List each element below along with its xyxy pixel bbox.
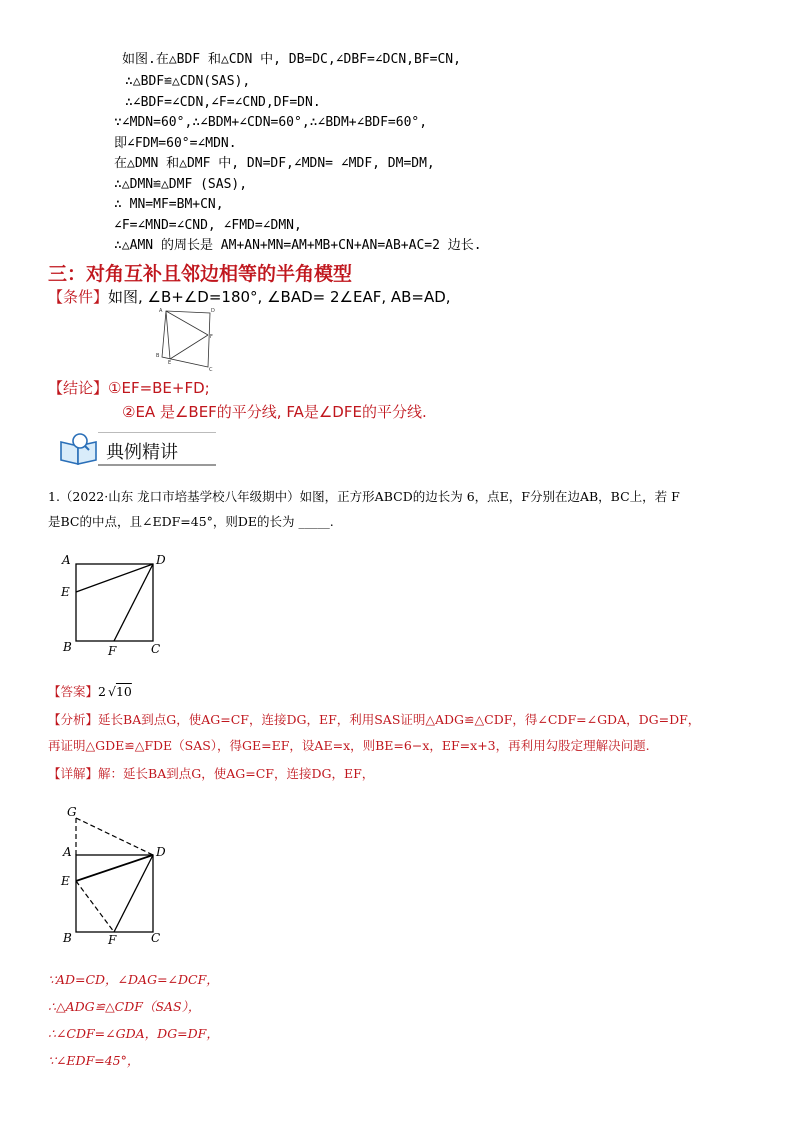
fig2-label-a: A — [63, 845, 72, 859]
problem-line-1: 1.（2022·山东 龙口市培基学校八年级期中）如图，正方形ABCD的边长为 6，点E，F分别在边AB，BC上，若 F — [48, 489, 680, 504]
answer-radicand: 10 — [115, 684, 132, 699]
proof-line: ∴∠BDF=∠CDN,∠F=∠CND,DF=DN. — [125, 95, 321, 110]
proof-line: ∴△AMN 的周长是 AM+AN+MN=AM+MB+CN+AN=AB+AC=2 边长. — [114, 238, 482, 253]
fig2-label-c: C — [151, 931, 161, 945]
analysis-label: 【分析】 — [48, 712, 99, 727]
header-underline — [98, 464, 216, 466]
step-line: ∴△ADG≌△CDF（SAS）， — [48, 999, 201, 1014]
sqrt-sign: √ — [107, 684, 116, 699]
section-title: 三：对角互补且邻边相等的半角模型 — [48, 263, 353, 285]
square-figure-2 — [58, 798, 178, 948]
step-line: ∵AD=CD，∠DAG=∠DCF， — [48, 972, 219, 987]
answer-line — [48, 682, 132, 700]
conclusion-item-1: ①EF=BE+FD; — [108, 379, 210, 397]
detail-line — [48, 764, 374, 782]
proof-line: 在△DMN 和△DMF 中, DN=DF,∠MDN= ∠MDF, DM=DM, — [114, 156, 435, 171]
fig1-label-f: F — [108, 644, 117, 658]
square-abcd — [76, 855, 153, 932]
fig1-label-d: D — [156, 553, 166, 567]
fig2-label-f: F — [108, 933, 117, 947]
proof-line: ∴△BDF≌△CDN(SAS), — [125, 74, 251, 89]
proof-line: ∴ MN=MF=BM+CN, — [114, 197, 224, 212]
proof-line: 如图.在△BDF 和△CDN 中, DB=DC,∠DBF=∠DCN,BF=CN, — [122, 52, 461, 67]
analysis-text-1: 延长BA到点G，使AG=CF，连接DG，EF，利用SAS证明△ADG≌△CDF，得∠CDF=∠GDA，DG=DF， — [98, 712, 701, 727]
small-label-a: A — [159, 308, 163, 314]
conclusion-line-1 — [48, 377, 210, 398]
segment-gd — [76, 818, 153, 855]
problem-line-2: 是BC的中点，且∠EDF=45°，则DE的长为 _____. — [48, 514, 334, 529]
fig1-label-e: E — [61, 585, 70, 599]
line-ef — [170, 335, 208, 359]
conclusion-line-2: ②EA 是∠BEF的平分线, FA是∠DFE的平分线. — [122, 403, 427, 421]
proof-line: ∴△DMN≌△DMF (SAS), — [114, 177, 248, 192]
detail-label: 【详解】 — [48, 766, 99, 781]
fig2-label-g: G — [67, 805, 77, 819]
answer-coef: 2 — [98, 684, 106, 699]
small-label-b: B — [156, 353, 160, 359]
small-label-f: F — [210, 334, 213, 340]
analysis-line-2: 再证明△GDE≌△FDE（SAS），得GE=EF，设AE=x，则BE=6−x，EF=x+3，再利用勾股定理解决问题. — [48, 738, 650, 753]
analysis-line-1 — [48, 710, 700, 728]
square-figure-1 — [58, 550, 178, 660]
fig2-label-e: E — [61, 874, 70, 888]
example-header-title: 典例精讲 — [106, 442, 178, 463]
proof-line: 即∠FDM=60°=∠MDN. — [114, 136, 237, 151]
answer-label: 【答案】 — [48, 684, 99, 699]
fig1-label-c: C — [151, 642, 161, 656]
condition-text: 如图, ∠B+∠D=180°, ∠BAD= 2∠EAF, AB=AD, — [108, 288, 451, 306]
fig2-label-d: D — [156, 845, 166, 859]
book-icon — [58, 432, 100, 466]
header-overline — [98, 432, 216, 433]
step-line: ∴∠CDF=∠GDA，DG=DF， — [48, 1026, 219, 1041]
fig1-label-a: A — [62, 553, 71, 567]
quad-outline — [162, 311, 210, 367]
example-header — [58, 430, 218, 470]
condition-label: 【条件】 — [48, 288, 109, 306]
conclusion-label: 【结论】 — [48, 379, 109, 397]
fig1-label-b: B — [63, 640, 72, 654]
proof-line: ∠F=∠MND=∠CND, ∠FMD=∠DMN, — [114, 218, 302, 233]
half-angle-figure — [154, 305, 220, 373]
line-af — [166, 311, 208, 335]
square-abcd — [76, 564, 153, 641]
small-label-d: D — [211, 308, 215, 314]
line-ae — [166, 311, 170, 359]
small-label-e: E — [168, 360, 172, 366]
detail-text: 解：延长BA到点G，使AG=CF，连接DG，EF， — [98, 766, 375, 781]
proof-line: ∵∠MDN=60°,∴∠BDM+∠CDN=60°,∴∠BDM+∠BDF=60°, — [114, 115, 428, 130]
fig2-label-b: B — [63, 931, 72, 945]
small-label-c: C — [209, 367, 213, 373]
step-line: ∵∠EDF=45°， — [48, 1053, 140, 1068]
condition-line — [48, 286, 451, 307]
segment-ef — [76, 881, 114, 932]
